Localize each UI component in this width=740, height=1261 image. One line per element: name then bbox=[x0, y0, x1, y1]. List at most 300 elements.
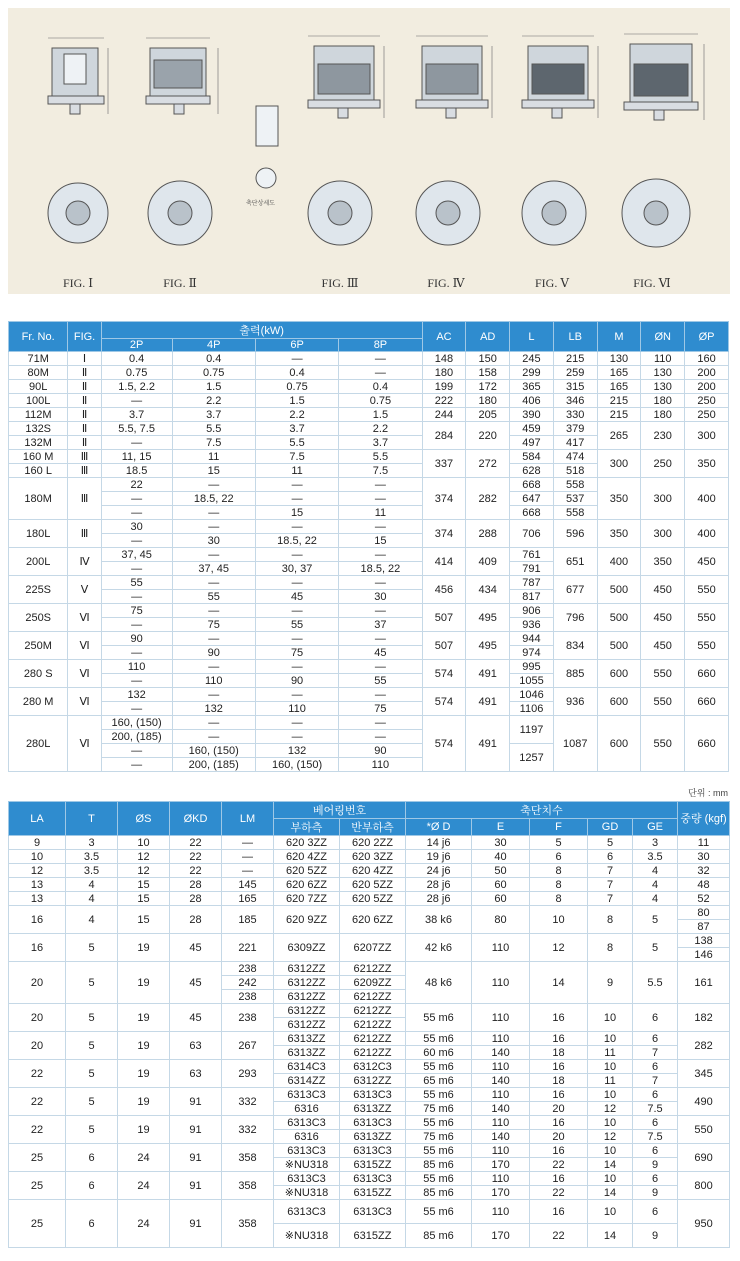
frame-cell: — bbox=[339, 660, 422, 674]
frame-cell: — bbox=[255, 352, 338, 366]
bearing-cell: 6313C3 bbox=[340, 1200, 406, 1224]
bearing-cell: 6313C3 bbox=[274, 1200, 340, 1224]
bearing-cell: 18 bbox=[530, 1046, 588, 1060]
frame-cell: 110 bbox=[172, 674, 255, 688]
frame-cell: 330 bbox=[553, 408, 597, 422]
frame-cell: 550 bbox=[685, 632, 729, 660]
frame-cell: 132 bbox=[255, 744, 338, 758]
fig-2-caption: FIG. Ⅱ bbox=[163, 276, 197, 290]
bearing-cell: 185 bbox=[222, 906, 274, 934]
bearing-cell: 10 bbox=[9, 850, 66, 864]
col-noload-side: 반부하측 bbox=[340, 819, 406, 836]
bearing-cell: 4 bbox=[633, 878, 678, 892]
frame-cell: — bbox=[172, 478, 255, 492]
frame-cell: 160 L bbox=[9, 464, 68, 478]
frame-cell: 300 bbox=[685, 422, 729, 450]
frame-cell: — bbox=[339, 366, 422, 380]
frame-cell: 537 bbox=[553, 492, 597, 506]
bearing-cell: 12 bbox=[9, 864, 66, 878]
bearing-cell: 6 bbox=[633, 1172, 678, 1186]
bearing-cell: 345 bbox=[678, 1060, 730, 1088]
bearing-cell: 19 bbox=[118, 934, 170, 962]
frame-cell: 55 bbox=[101, 576, 172, 590]
bearing-cell: 13 bbox=[9, 878, 66, 892]
frame-cell: — bbox=[101, 758, 172, 772]
frame-row bbox=[9, 520, 729, 534]
bearing-cell: 6313C3 bbox=[274, 1088, 340, 1102]
frame-cell: 259 bbox=[553, 366, 597, 380]
frame-cell: — bbox=[101, 744, 172, 758]
bearing-cell: 48 k6 bbox=[406, 962, 472, 1004]
frame-cell: 600 bbox=[597, 716, 641, 772]
col-gd: GD bbox=[588, 819, 633, 836]
frame-cell: 90 bbox=[339, 744, 422, 758]
frame-table-body bbox=[9, 352, 729, 772]
bearing-cell: 9 bbox=[588, 962, 633, 1004]
bearing-cell: 267 bbox=[222, 1032, 274, 1060]
frame-cell: 647 bbox=[510, 492, 554, 506]
frame-cell: Ⅱ bbox=[68, 436, 101, 450]
frame-cell: 1.5 bbox=[172, 380, 255, 394]
frame-cell: 200L bbox=[9, 548, 68, 576]
bearing-cell: 32 bbox=[678, 864, 730, 878]
bearing-cell: 6 bbox=[633, 1088, 678, 1102]
bearing-cell: 358 bbox=[222, 1200, 274, 1248]
bearing-cell: 8 bbox=[530, 864, 588, 878]
col-frame: Fr. No. bbox=[9, 322, 68, 352]
frame-cell: 936 bbox=[553, 688, 597, 716]
bearing-cell: 22 bbox=[9, 1116, 66, 1144]
frame-cell: 250 bbox=[641, 450, 685, 478]
frame-cell: 15 bbox=[255, 506, 338, 520]
bearing-cell: 3.5 bbox=[66, 850, 118, 864]
bearing-cell: 6312ZZ bbox=[274, 962, 340, 976]
bearing-cell: 52 bbox=[678, 892, 730, 906]
frame-cell: 180M bbox=[9, 478, 68, 520]
bearing-cell: 11 bbox=[588, 1074, 633, 1088]
frame-cell: — bbox=[101, 674, 172, 688]
bearing-cell: — bbox=[222, 836, 274, 850]
frame-cell: 100L bbox=[9, 394, 68, 408]
frame-cell: — bbox=[339, 730, 422, 744]
bearing-cell: 28 bbox=[170, 892, 222, 906]
bearing-cell: 60 m6 bbox=[406, 1046, 472, 1060]
frame-cell: 300 bbox=[597, 450, 641, 478]
frame-cell: 550 bbox=[641, 660, 685, 688]
col-6p: 6P bbox=[255, 339, 338, 352]
bearing-cell: 40 bbox=[472, 850, 530, 864]
frame-cell: 1.5, 2.2 bbox=[101, 380, 172, 394]
frame-cell: 584 bbox=[510, 450, 554, 464]
bearing-cell: 30 bbox=[678, 850, 730, 864]
bearing-cell: 45 bbox=[170, 962, 222, 1004]
bearing-cell: 20 bbox=[9, 1032, 66, 1060]
frame-cell: 550 bbox=[685, 576, 729, 604]
frame-cell: Ⅳ bbox=[68, 548, 101, 576]
bearing-cell: 6312C3 bbox=[340, 1060, 406, 1074]
bearing-cell: 238 bbox=[222, 990, 274, 1004]
frame-cell: 660 bbox=[685, 716, 729, 772]
bearing-row bbox=[9, 864, 730, 878]
bearing-cell: 7.5 bbox=[633, 1130, 678, 1144]
bearing-cell: 6313C3 bbox=[340, 1144, 406, 1158]
fig-6-caption: FIG. Ⅵ bbox=[633, 276, 671, 290]
frame-cell: 200, (185) bbox=[172, 758, 255, 772]
frame-cell: — bbox=[172, 716, 255, 730]
bearing-cell: 16 bbox=[530, 1172, 588, 1186]
frame-cell: 215 bbox=[597, 394, 641, 408]
frame-cell: — bbox=[172, 548, 255, 562]
frame-cell: — bbox=[255, 492, 338, 506]
bearing-row bbox=[9, 1144, 730, 1158]
frame-cell: — bbox=[101, 618, 172, 632]
frame-cell: 112M bbox=[9, 408, 68, 422]
frame-cell: 507 bbox=[422, 632, 466, 660]
bearing-cell: 30 bbox=[472, 836, 530, 850]
frame-cell: 244 bbox=[422, 408, 466, 422]
frame-cell: 55 bbox=[255, 618, 338, 632]
frame-cell: — bbox=[255, 576, 338, 590]
unit-label: 단위 : mm bbox=[688, 788, 728, 798]
bearing-cell: 22 bbox=[170, 850, 222, 864]
bearing-cell: 6 bbox=[633, 1060, 678, 1074]
bearing-cell: 45 bbox=[170, 1004, 222, 1032]
bearing-cell: 620 4ZZ bbox=[274, 850, 340, 864]
bearing-cell: 20 bbox=[9, 962, 66, 1004]
bearing-cell: 10 bbox=[588, 1116, 633, 1130]
frame-cell: 600 bbox=[597, 688, 641, 716]
bearing-cell: 10 bbox=[588, 1004, 633, 1032]
bearing-cell: 14 bbox=[588, 1186, 633, 1200]
frame-cell: 0.4 bbox=[255, 366, 338, 380]
bearing-cell: 28 j6 bbox=[406, 878, 472, 892]
frame-row bbox=[9, 422, 729, 436]
bearing-cell: 8 bbox=[530, 892, 588, 906]
frame-cell: 110 bbox=[339, 758, 422, 772]
frame-cell: 491 bbox=[466, 688, 510, 716]
bearing-cell: 10 bbox=[588, 1172, 633, 1186]
frame-cell: 400 bbox=[685, 520, 729, 548]
bearing-cell: 22 bbox=[170, 864, 222, 878]
frame-cell: — bbox=[172, 506, 255, 520]
bearing-cell: 22 bbox=[530, 1158, 588, 1172]
bearing-cell: 91 bbox=[170, 1172, 222, 1200]
bearing-cell: 620 3ZZ bbox=[274, 836, 340, 850]
frame-cell: 37 bbox=[339, 618, 422, 632]
bearing-shaft-table bbox=[8, 801, 730, 1248]
frame-cell: — bbox=[255, 660, 338, 674]
bearing-cell: 24 j6 bbox=[406, 864, 472, 878]
fig-4-caption: FIG. Ⅳ bbox=[427, 276, 465, 290]
frame-cell: 11 bbox=[339, 506, 422, 520]
frame-dimension-table bbox=[8, 321, 729, 772]
frame-cell: — bbox=[172, 730, 255, 744]
frame-cell: 0.4 bbox=[339, 380, 422, 394]
bearing-cell: 165 bbox=[222, 892, 274, 906]
frame-cell: Ⅲ bbox=[68, 520, 101, 548]
frame-cell: 22 bbox=[101, 478, 172, 492]
frame-cell: 160, (150) bbox=[255, 758, 338, 772]
frame-cell: 30 bbox=[172, 534, 255, 548]
bearing-row bbox=[9, 1088, 730, 1102]
bearing-cell: 145 bbox=[222, 878, 274, 892]
bearing-cell: 22 bbox=[9, 1088, 66, 1116]
bearing-cell: ※NU318 bbox=[274, 1158, 340, 1172]
frame-cell: 974 bbox=[510, 646, 554, 660]
bearing-cell: 63 bbox=[170, 1032, 222, 1060]
bearing-cell: 6212ZZ bbox=[340, 1032, 406, 1046]
bearing-cell: 85 m6 bbox=[406, 1186, 472, 1200]
bearing-cell: 75 m6 bbox=[406, 1130, 472, 1144]
bearing-cell: 332 bbox=[222, 1116, 274, 1144]
bearing-cell: 24 bbox=[118, 1200, 170, 1248]
bearing-cell: 63 bbox=[170, 1060, 222, 1088]
frame-cell: Ⅵ bbox=[68, 716, 101, 772]
frame-cell: 596 bbox=[553, 520, 597, 548]
bearing-cell: 42 k6 bbox=[406, 934, 472, 962]
frame-cell: — bbox=[339, 492, 422, 506]
bearing-cell: 950 bbox=[678, 1200, 730, 1248]
bearing-cell: 620 6ZZ bbox=[274, 878, 340, 892]
bearing-cell: 6313C3 bbox=[340, 1088, 406, 1102]
bearing-cell: 221 bbox=[222, 934, 274, 962]
bearing-cell: 110 bbox=[472, 1088, 530, 1102]
bearing-cell: 28 bbox=[170, 906, 222, 934]
frame-cell: Ⅱ bbox=[68, 394, 101, 408]
bearing-cell: 490 bbox=[678, 1088, 730, 1116]
bearing-cell: 620 9ZZ bbox=[274, 906, 340, 934]
bearing-cell: 5 bbox=[530, 836, 588, 850]
frame-cell: 906 bbox=[510, 604, 554, 618]
frame-cell: 90 bbox=[172, 646, 255, 660]
bearing-cell: 6312ZZ bbox=[274, 1004, 340, 1018]
bearing-cell: 9 bbox=[633, 1186, 678, 1200]
frame-cell: 0.75 bbox=[339, 394, 422, 408]
frame-row bbox=[9, 478, 729, 492]
bearing-cell: 6315ZZ bbox=[340, 1158, 406, 1172]
frame-cell: — bbox=[101, 534, 172, 548]
frame-cell: Ⅱ bbox=[68, 408, 101, 422]
frame-cell: — bbox=[339, 688, 422, 702]
col-e: E bbox=[472, 819, 530, 836]
bearing-cell: 182 bbox=[678, 1004, 730, 1032]
bearing-cell: 110 bbox=[472, 1200, 530, 1224]
bearing-cell: 20 bbox=[530, 1130, 588, 1144]
frame-cell: 660 bbox=[685, 688, 729, 716]
frame-cell: 7.5 bbox=[255, 450, 338, 464]
frame-cell: 200 bbox=[685, 366, 729, 380]
frame-cell: — bbox=[255, 632, 338, 646]
bearing-cell: 6315ZZ bbox=[340, 1186, 406, 1200]
bearing-cell: 6313C3 bbox=[274, 1144, 340, 1158]
frame-cell: 30, 37 bbox=[255, 562, 338, 576]
bearing-cell: 55 m6 bbox=[406, 1032, 472, 1046]
bearing-cell: 6 bbox=[66, 1172, 118, 1200]
col-la: LA bbox=[9, 802, 66, 836]
bearing-cell: 5 bbox=[633, 934, 678, 962]
frame-cell: 250 bbox=[685, 408, 729, 422]
bearing-cell: 7 bbox=[588, 864, 633, 878]
bearing-cell: 6207ZZ bbox=[340, 934, 406, 962]
frame-cell: 250M bbox=[9, 632, 68, 660]
bearing-cell: 4 bbox=[633, 892, 678, 906]
bearing-cell: 620 5ZZ bbox=[274, 864, 340, 878]
bearing-cell: 19 bbox=[118, 1032, 170, 1060]
frame-cell: 132M bbox=[9, 436, 68, 450]
bearing-cell: 60 bbox=[472, 878, 530, 892]
frame-cell: 130 bbox=[641, 380, 685, 394]
frame-cell: 132 bbox=[172, 702, 255, 716]
frame-cell: 374 bbox=[422, 478, 466, 520]
frame-row bbox=[9, 576, 729, 590]
frame-cell: — bbox=[172, 632, 255, 646]
bearing-cell: 6 bbox=[633, 1116, 678, 1130]
bearing-row bbox=[9, 892, 730, 906]
bearing-cell: 20 bbox=[9, 1004, 66, 1032]
bearing-cell: 45 bbox=[170, 934, 222, 962]
frame-cell: — bbox=[339, 632, 422, 646]
frame-cell: Ⅱ bbox=[68, 366, 101, 380]
motor-dimension-drawings bbox=[8, 8, 730, 294]
frame-cell: 160 M bbox=[9, 450, 68, 464]
frame-cell: 3.7 bbox=[101, 408, 172, 422]
frame-cell: 222 bbox=[422, 394, 466, 408]
frame-cell: 205 bbox=[466, 408, 510, 422]
bearing-row bbox=[9, 850, 730, 864]
frame-cell: 2.2 bbox=[339, 422, 422, 436]
frame-cell: 18.5, 22 bbox=[172, 492, 255, 506]
bearing-cell: 140 bbox=[472, 1074, 530, 1088]
bearing-row bbox=[9, 1200, 730, 1224]
bearing-cell: 6 bbox=[633, 1004, 678, 1032]
bearing-cell: ※NU318 bbox=[274, 1186, 340, 1200]
bearing-cell: 6 bbox=[588, 850, 633, 864]
bearing-cell: 16 bbox=[530, 1144, 588, 1158]
bearing-cell: 10 bbox=[588, 1088, 633, 1102]
bearing-cell: 620 2ZZ bbox=[340, 836, 406, 850]
frame-cell: 299 bbox=[510, 366, 554, 380]
bearing-cell: 6316 bbox=[274, 1102, 340, 1116]
bearing-cell: 16 bbox=[530, 1032, 588, 1046]
bearing-cell: 110 bbox=[472, 1032, 530, 1046]
frame-cell: Ⅵ bbox=[68, 688, 101, 716]
frame-cell: 90 bbox=[255, 674, 338, 688]
frame-cell: 491 bbox=[466, 660, 510, 688]
col-ad: AD bbox=[466, 322, 510, 352]
bearing-cell: 6212ZZ bbox=[340, 1004, 406, 1018]
bearing-cell: 7 bbox=[588, 878, 633, 892]
frame-cell: 230 bbox=[641, 422, 685, 450]
bearing-cell: 620 3ZZ bbox=[340, 850, 406, 864]
frame-cell: — bbox=[101, 646, 172, 660]
frame-cell: 400 bbox=[597, 548, 641, 576]
frame-cell: 2.2 bbox=[172, 394, 255, 408]
frame-cell: — bbox=[339, 520, 422, 534]
bearing-cell: 55 m6 bbox=[406, 1172, 472, 1186]
bearing-cell: 12 bbox=[118, 864, 170, 878]
bearing-cell: 8 bbox=[588, 906, 633, 934]
bearing-cell: 55 m6 bbox=[406, 1116, 472, 1130]
bearing-cell: 11 bbox=[588, 1046, 633, 1060]
col-ac: AC bbox=[422, 322, 466, 352]
frame-cell: Ⅵ bbox=[68, 632, 101, 660]
frame-cell: 199 bbox=[422, 380, 466, 394]
frame-cell: 450 bbox=[641, 576, 685, 604]
bearing-cell: 75 m6 bbox=[406, 1102, 472, 1116]
bearing-cell: 5 bbox=[633, 906, 678, 934]
bearing-cell: 6313ZZ bbox=[274, 1032, 340, 1046]
frame-cell: 434 bbox=[466, 576, 510, 604]
bearing-cell: 16 bbox=[9, 906, 66, 934]
frame-cell: — bbox=[339, 716, 422, 730]
frame-cell: 1197 bbox=[510, 716, 554, 744]
bearing-cell: 6313C3 bbox=[340, 1172, 406, 1186]
frame-cell: 834 bbox=[553, 632, 597, 660]
bearing-cell: 38 k6 bbox=[406, 906, 472, 934]
frame-cell: — bbox=[101, 590, 172, 604]
frame-cell: — bbox=[255, 520, 338, 534]
frame-cell: 668 bbox=[510, 506, 554, 520]
frame-cell: 450 bbox=[641, 632, 685, 660]
bearing-cell: 138 bbox=[678, 934, 730, 948]
frame-cell: 90 bbox=[101, 632, 172, 646]
bearing-cell: 85 m6 bbox=[406, 1224, 472, 1248]
bearing-cell: 25 bbox=[9, 1144, 66, 1172]
bearing-cell: 10 bbox=[588, 1200, 633, 1224]
frame-cell: 215 bbox=[553, 352, 597, 366]
bearing-cell: 10 bbox=[530, 906, 588, 934]
col-load-side: 부하측 bbox=[274, 819, 340, 836]
frame-row bbox=[9, 548, 729, 562]
frame-cell: 450 bbox=[641, 604, 685, 632]
bearing-cell: 24 bbox=[118, 1172, 170, 1200]
frame-cell: 2.2 bbox=[255, 408, 338, 422]
bearing-cell: 19 bbox=[118, 1004, 170, 1032]
frame-cell: 491 bbox=[466, 716, 510, 772]
frame-cell: 165 bbox=[597, 380, 641, 394]
frame-cell: — bbox=[255, 478, 338, 492]
frame-cell: 365 bbox=[510, 380, 554, 394]
frame-cell: 11 bbox=[255, 464, 338, 478]
frame-cell: — bbox=[339, 548, 422, 562]
frame-row bbox=[9, 408, 729, 422]
bearing-cell: 140 bbox=[472, 1130, 530, 1144]
bearing-cell: 170 bbox=[472, 1224, 530, 1248]
frame-cell: — bbox=[172, 688, 255, 702]
frame-cell: 165 bbox=[597, 366, 641, 380]
frame-cell: 45 bbox=[339, 646, 422, 660]
frame-cell: 668 bbox=[510, 478, 554, 492]
frame-cell: 110 bbox=[255, 702, 338, 716]
bearing-cell: 5 bbox=[66, 1116, 118, 1144]
bearing-cell: 10 bbox=[588, 1060, 633, 1074]
frame-cell: 0.4 bbox=[101, 352, 172, 366]
frame-cell: 944 bbox=[510, 632, 554, 646]
figure-panel bbox=[8, 8, 730, 294]
frame-cell: 507 bbox=[422, 604, 466, 632]
bearing-cell: 690 bbox=[678, 1144, 730, 1172]
frame-cell: 459 bbox=[510, 422, 554, 436]
bearing-cell: 25 bbox=[9, 1172, 66, 1200]
frame-cell: 379 bbox=[553, 422, 597, 436]
bearing-cell: 16 bbox=[9, 934, 66, 962]
frame-cell: Ⅰ bbox=[68, 352, 101, 366]
frame-cell: 390 bbox=[510, 408, 554, 422]
frame-cell: 250S bbox=[9, 604, 68, 632]
bearing-cell: 3.5 bbox=[633, 850, 678, 864]
frame-cell: 30 bbox=[339, 590, 422, 604]
bearing-cell: 55 m6 bbox=[406, 1200, 472, 1224]
